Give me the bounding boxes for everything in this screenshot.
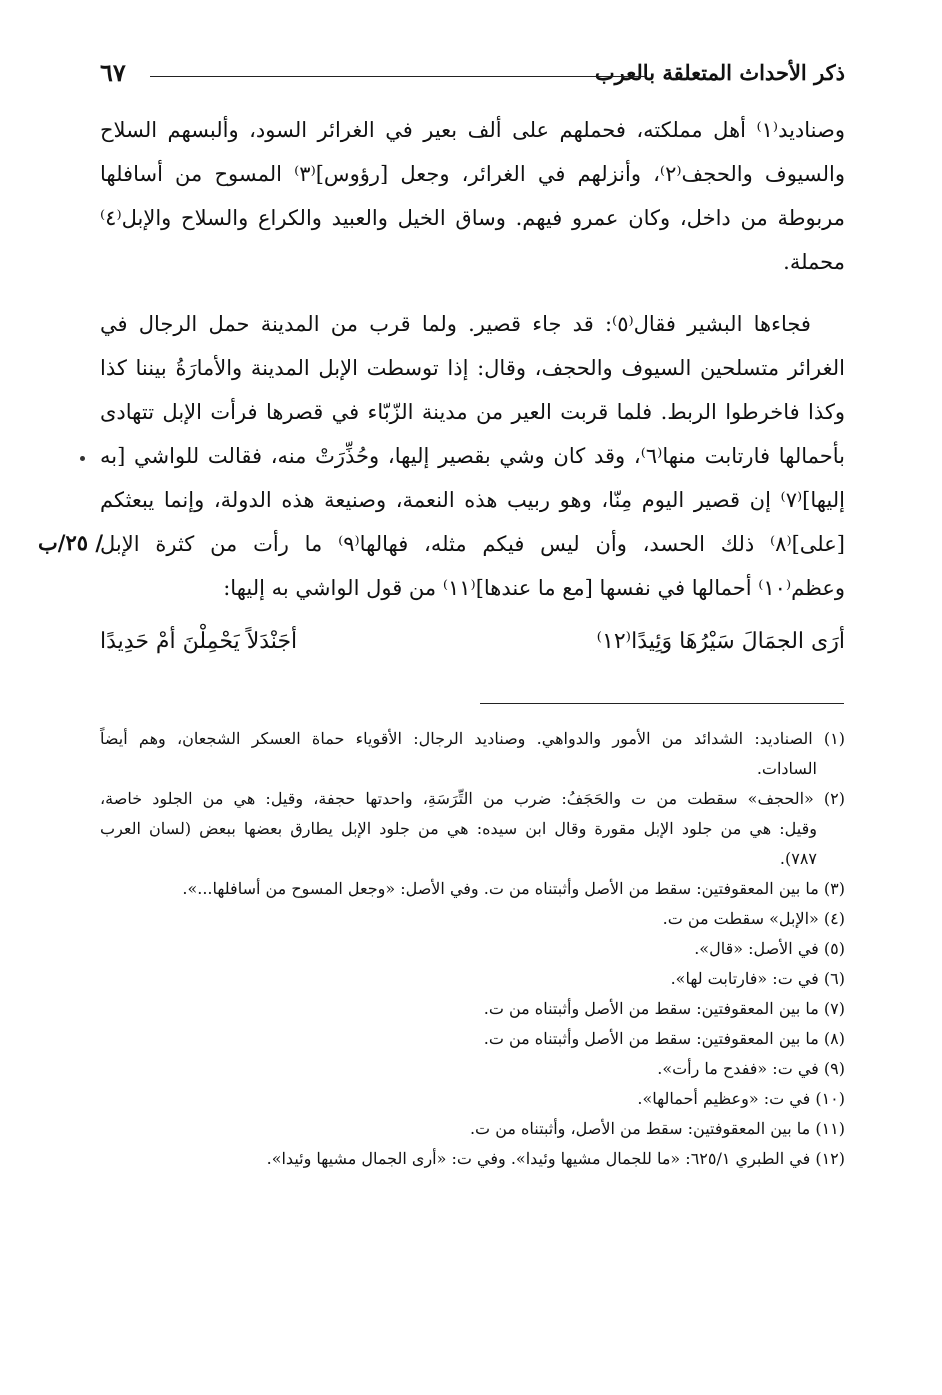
- footnote-separator: [480, 703, 844, 704]
- page-number: ٦٧: [100, 58, 126, 87]
- footnote-line: ٧٨٧).: [779, 849, 817, 868]
- footnote-line: (١١) ما بين المعقوفتين: سقط من الأصل، وأثبتناه من ت.: [469, 1119, 845, 1138]
- paragraph-2: [100, 302, 845, 610]
- footnote-line: (١) الصناديد: الشدائد من الأمور والدواهي. وصناديد الرجال: الأقوياء حماة العسكر الشجعان، وهم أيضاً: [100, 729, 846, 748]
- text-line: وصناديد⁽١⁾ أهل مملكته، فحملهم على ألف بعير في الغرائر السود، وألبسهم السلاح: [100, 118, 845, 142]
- footnote-line: (١٢) في الطبري ٦٢٥/١: «ما للجمال مشيها وئيدا». وفي ت: «أرى الجمال مشيها وئيدا».: [266, 1149, 845, 1168]
- header-rule: [150, 76, 645, 77]
- footnote-10: [100, 1084, 845, 1114]
- footnote-line: (١٠) في ت: «وعظيم أحمالها».: [637, 1089, 845, 1108]
- text-line: وعظم⁽١٠⁾ أحمالها في نفسها [مع ما عندها]⁽١١⁾ من قول الواشي به إليها:: [223, 576, 845, 600]
- footnote-line: (٤) «الإبل» سقطت من ت.: [662, 909, 845, 928]
- text-line: الغرائر متسلحين السيوف والحجف، وقال: إذا توسطت الإبل المدينة والأمارَةُ بيننا كذا: [100, 356, 845, 380]
- footnote-line: (٥) في الأصل: «قال».: [694, 939, 845, 958]
- footnote-line: السادات.: [756, 759, 817, 778]
- footnote-5: [100, 934, 845, 964]
- footnotes: [100, 724, 845, 1174]
- paragraph-1: [100, 108, 845, 284]
- footnote-1: [100, 724, 845, 784]
- text-line: [على]⁽٨⁾ ذلك الحسد، وأن ليس فيكم مثله، فهالها⁽٩⁾ ما رأت من كثرة الإبل: [100, 532, 845, 556]
- text-line: مربوطة من داخل، وكان عمرو فيهم. وساق الخيل والعبيد والكراع والسلاح والإبل⁽٤⁾: [100, 206, 845, 230]
- footnote-11: [100, 1114, 845, 1144]
- chapter-title: ذكر الأحداث المتعلقة بالعرب: [594, 60, 845, 85]
- text-line: وكذا فاخرطوا الربط. فلما قربت العير من مدينة الزّبّاء في قصرها فرأت الإبل تتهادى: [100, 400, 845, 424]
- margin-dot: [80, 456, 85, 461]
- footnote-3: [100, 874, 845, 904]
- text-line: إليها]⁽٧⁾ إن قصير اليوم مِنّا، وهو ربيب هذه النعمة، وصنيعة هذه الدولة، وإنما يبعثكم: [100, 488, 845, 512]
- footnote-line: (٦) في ت: «فارتابت لها».: [670, 969, 845, 988]
- footnote-line: (٣) ما بين المعقوفتين: سقط من الأصل وأثبتناه من ت. وفي الأصل: «وجعل المسوح من أسافلها...».: [182, 879, 845, 898]
- text-line: محملة.: [783, 250, 845, 274]
- text-line: والسيوف والحجف⁽٢⁾، وأنزلهم في الغرائر، وجعل [رؤوس]⁽٣⁾ المسوح من أسافلها: [100, 162, 845, 186]
- footnote-line: (٩) في ت: «ففدح ما رأت».: [657, 1059, 845, 1078]
- footnote-6: [100, 964, 845, 994]
- footnote-9: [100, 1054, 845, 1084]
- text-line: فجاءها البشير فقال⁽٥⁾: قد جاء قصير. ولما قرب من المدينة حمل الرجال في: [100, 312, 811, 336]
- footnote-4: [100, 904, 845, 934]
- footnote-8: [100, 1024, 845, 1054]
- footnote-12: [100, 1144, 845, 1174]
- footnote-line: (٢) «الحجف» سقطت من ت والحَجَفُ: ضرب من التِّرَسَةِ، واحدتها حجفة، وقيل: هي من الجلود خاصة،: [100, 789, 845, 808]
- verse-hemistich-1: أرَى الجمَالَ سَيْرُهَا وَئِيدًا⁽١٢⁾: [596, 629, 845, 654]
- running-header: [100, 60, 845, 90]
- footnote-line: (٧) ما بين المعقوفتين: سقط من الأصل وأثبتناه من ت.: [483, 999, 845, 1018]
- text-line: بأحمالها فارتابت منها⁽٦⁾، وقد كان وشي بقصير إليها، وحُذِّرَتْ منه، فقالت للواشي [به: [100, 444, 845, 468]
- poetry-verse: [100, 620, 845, 664]
- footnote-7: [100, 994, 845, 1024]
- footnote-line: (٨) ما بين المعقوفتين: سقط من الأصل وأثبتناه من ت.: [483, 1029, 845, 1048]
- footnote-2: [100, 784, 845, 874]
- verse-hemistich-2: أجَنْدَلاً يَحْمِلْنَ أمْ حَدِيدًا: [100, 629, 298, 654]
- footnote-line: وقيل: هي من جلود الإبل مقورة وقال ابن سيده: هي من جلود الإبل يطارق بعضها ببعض (لسان العرب: [100, 819, 817, 838]
- manuscript-folio-marker: / ٢٥/ب: [38, 530, 103, 555]
